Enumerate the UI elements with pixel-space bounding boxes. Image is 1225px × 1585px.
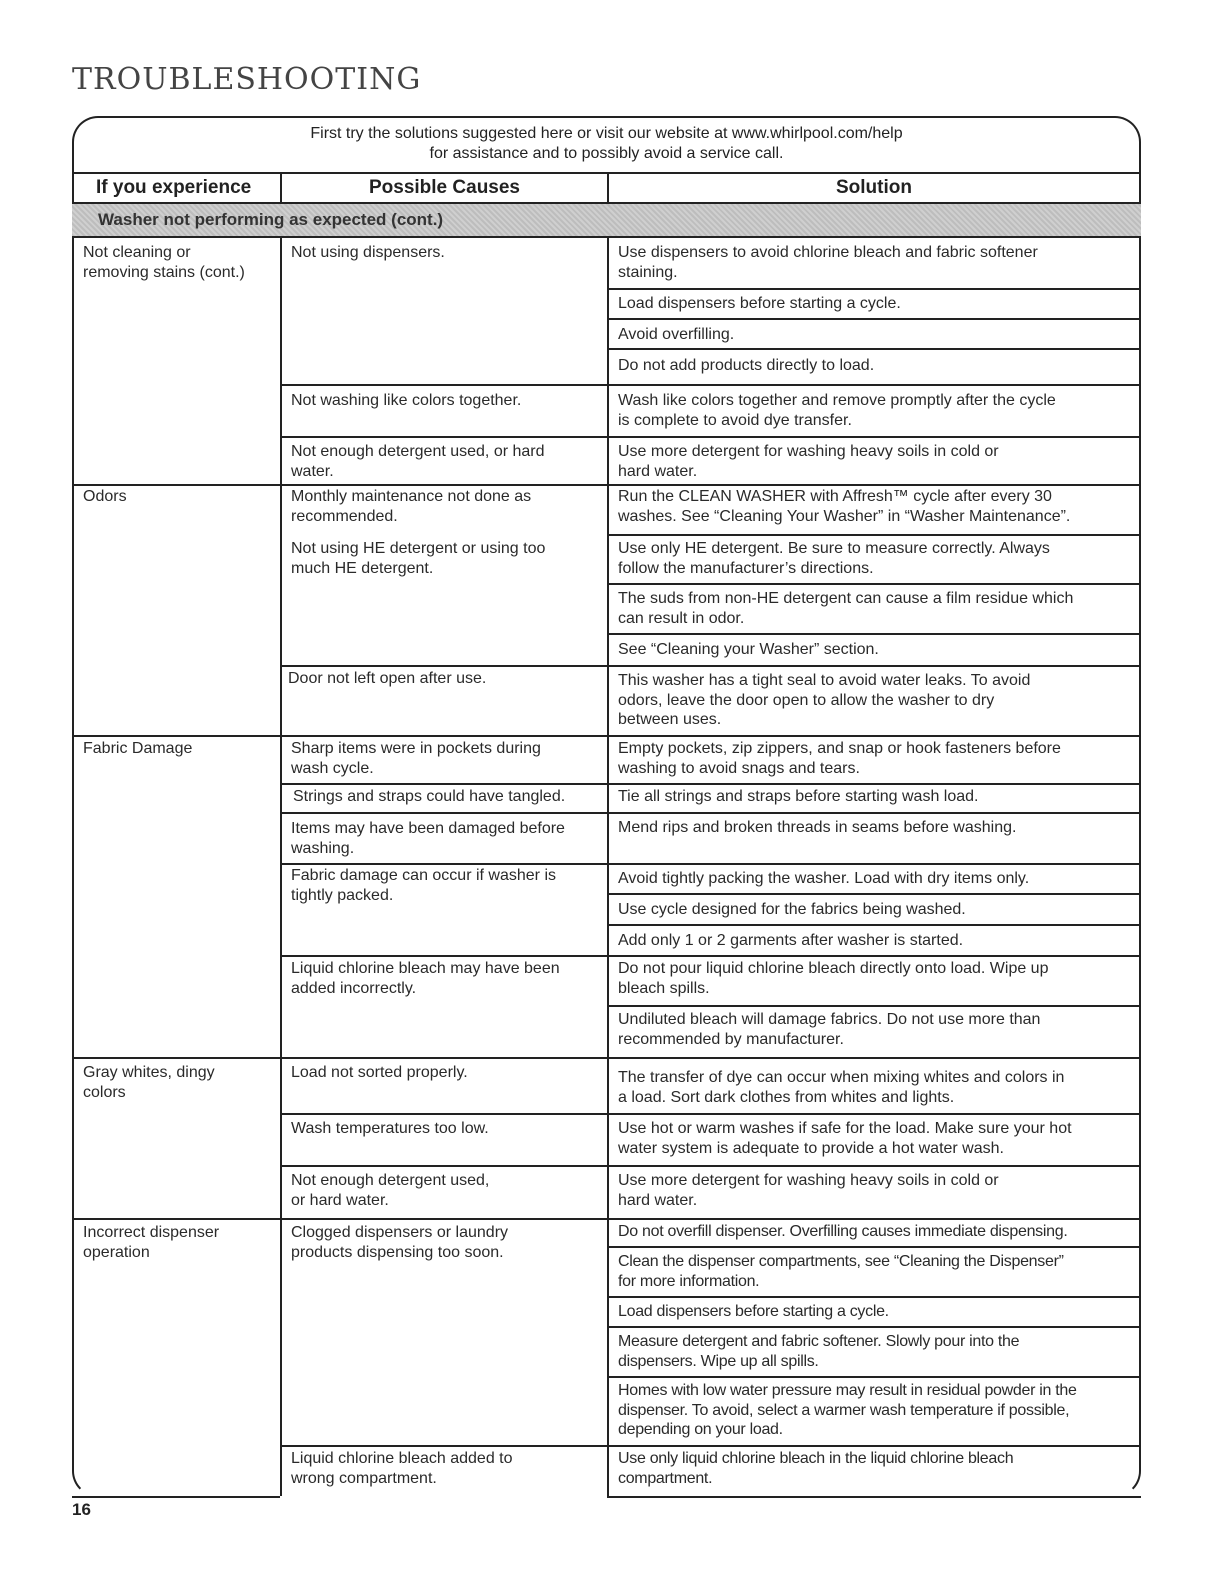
- experience-cell: Fabric Damage: [83, 740, 193, 757]
- row-separator: [72, 484, 1141, 486]
- solution-cell: Use hot or warm washes if safe for the load. Make sure your hot water system is adequate to provide a hot water wash.: [618, 1120, 1072, 1157]
- solution-cell: Homes with low water pressure may result in residual powder in the dispenser. To avoid, select a warmer wash temperature if possible, depending on your load.: [618, 1382, 1077, 1438]
- cause-cell: Monthly maintenance not done as recommended.: [291, 488, 532, 525]
- solution-cell: Use more detergent for washing heavy soils in cold or hard water.: [618, 443, 999, 480]
- cause-cell: Load not sorted properly.: [291, 1064, 468, 1081]
- solution-cell: Run the CLEAN WASHER with Affresh™ cycle after every 30 washes. See “Cleaning Your Washer” in “Washer Maintenance”.: [618, 488, 1071, 525]
- solution-separator: [607, 633, 1141, 635]
- solution-cell: Empty pockets, zip zippers, and snap or hook fasteners before washing to avoid snags and tears.: [618, 740, 1061, 777]
- cause-cell: Not using dispensers.: [291, 244, 445, 261]
- solution-separator: [607, 893, 1141, 895]
- experience-cell: Gray whites, dingy colors: [83, 1064, 215, 1101]
- solution-cell: This washer has a tight seal to avoid water leaks. To avoid odors, leave the door open to allow the washer to dry between uses.: [618, 672, 1031, 728]
- cause-cell: Sharp items were in pockets during wash cycle.: [291, 740, 541, 777]
- solution-cell: Mend rips and broken threads in seams before washing.: [618, 819, 1017, 836]
- cause-separator: [280, 665, 1141, 667]
- header-possible-causes: Possible Causes: [280, 172, 607, 204]
- solution-cell: Use only liquid chlorine bleach in the liquid chlorine bleach compartment.: [618, 1450, 1014, 1487]
- solution-separator: [607, 288, 1141, 290]
- cause-separator: [280, 384, 1141, 386]
- solution-cell: The transfer of dye can occur when mixing whites and colors in a load. Sort dark clothes from whites and lights.: [618, 1069, 1065, 1106]
- cause-cell: Liquid chlorine bleach added to wrong compartment.: [291, 1450, 513, 1487]
- solution-separator: [607, 1296, 1141, 1298]
- cause-separator: [280, 1113, 1141, 1115]
- experience-cell: Incorrect dispenser operation: [83, 1224, 220, 1261]
- solution-separator: [607, 318, 1141, 320]
- cause-cell: Not washing like colors together.: [291, 392, 522, 409]
- solution-cell: Undiluted bleach will damage fabrics. Do not use more than recommended by manufacturer.: [618, 1011, 1041, 1048]
- solution-separator: [607, 1246, 1141, 1248]
- cause-separator: [280, 955, 1141, 957]
- solution-separator: [607, 1005, 1141, 1007]
- solution-cell: Do not pour liquid chlorine bleach directly onto load. Wipe up bleach spills.: [618, 960, 1049, 997]
- cause-cell: Not enough detergent used, or hard water.: [291, 1172, 490, 1209]
- solution-separator: [607, 534, 1141, 536]
- solution-cell: Wash like colors together and remove promptly after the cycle is complete to avoid dye transfer.: [618, 392, 1056, 429]
- row-separator: [72, 1218, 1141, 1220]
- intro-text: First try the solutions suggested here or visit our website at www.whirlpool.com/help for assistance and to possibly avoid a service call.: [310, 125, 903, 162]
- solution-cell: Use cycle designed for the fabrics being washed.: [618, 901, 966, 918]
- cause-cell: Clogged dispensers or laundry products dispensing too soon.: [291, 1224, 509, 1261]
- solution-separator: [607, 348, 1141, 350]
- solution-cell: Do not add products directly to load.: [618, 357, 875, 374]
- cause-separator: [280, 1165, 1141, 1167]
- solution-cell: Add only 1 or 2 garments after washer is started.: [618, 932, 964, 949]
- column-divider-1: [280, 238, 282, 1496]
- cause-cell: Liquid chlorine bleach may have been added incorrectly.: [291, 960, 560, 997]
- row-separator: [72, 735, 1141, 737]
- cause-separator: [280, 783, 1141, 785]
- solution-cell: See “Cleaning your Washer” section.: [618, 641, 879, 658]
- solution-cell: Do not overfill dispenser. Overfilling causes immediate dispensing.: [618, 1223, 1068, 1240]
- solution-cell: Tie all strings and straps before starting wash load.: [618, 788, 979, 805]
- cause-cell: Fabric damage can occur if washer is tightly packed.: [291, 867, 556, 904]
- column-divider-2: [607, 238, 609, 1496]
- solution-cell: Measure detergent and fabric softener. Slowly pour into the dispensers. Wipe up all spills.: [618, 1333, 1020, 1370]
- cause-cell: Not enough detergent used, or hard water.: [291, 443, 545, 480]
- solution-cell: Load dispensers before starting a cycle.: [618, 1303, 889, 1320]
- experience-cell: Odors: [83, 488, 127, 505]
- cause-separator: [280, 812, 1141, 814]
- page-title: TROUBLESHOOTING: [72, 62, 422, 97]
- cause-cell: Door not left open after use.: [288, 670, 487, 687]
- experience-cell: Not cleaning or removing stains (cont.): [83, 244, 245, 281]
- solution-separator: [607, 1326, 1141, 1328]
- cause-cell: Not using HE detergent or using too much HE detergent.: [291, 540, 546, 577]
- solution-cell: The suds from non-HE detergent can cause a film residue which can result in odor.: [618, 590, 1074, 627]
- solution-separator: [607, 924, 1141, 926]
- solution-separator: [607, 583, 1141, 585]
- solution-cell: Use only HE detergent. Be sure to measure correctly. Always follow the manufacturer’s directions.: [618, 540, 1050, 577]
- cause-separator: [280, 436, 1141, 438]
- section-heading: Washer not performing as expected (cont.): [72, 204, 1141, 238]
- cause-cell: Wash temperatures too low.: [291, 1120, 489, 1137]
- header-solution: Solution: [607, 172, 1141, 204]
- solution-separator: [607, 1496, 1141, 1498]
- page-number: 16: [72, 1500, 91, 1519]
- solution-cell: Avoid tightly packing the washer. Load with dry items only.: [618, 870, 1030, 887]
- cause-cell: Items may have been damaged before washing.: [291, 820, 565, 857]
- row-separator: [72, 1057, 1141, 1059]
- cause-separator: [280, 1445, 1141, 1447]
- header-experience: If you experience: [72, 172, 280, 204]
- solution-cell: Load dispensers before starting a cycle.: [618, 295, 901, 312]
- solution-cell: Avoid overfilling.: [618, 326, 735, 343]
- cause-cell: Strings and straps could have tangled.: [293, 788, 566, 805]
- solution-separator: [607, 1376, 1141, 1378]
- solution-cell: Use dispensers to avoid chlorine bleach and fabric softener staining.: [618, 244, 1038, 281]
- table-bottom: [72, 1496, 280, 1498]
- solution-cell: Clean the dispenser compartments, see “Cleaning the Dispenser” for more information.: [618, 1253, 1064, 1290]
- cause-separator: [280, 863, 1141, 865]
- solution-cell: Use more detergent for washing heavy soils in cold or hard water.: [618, 1172, 999, 1209]
